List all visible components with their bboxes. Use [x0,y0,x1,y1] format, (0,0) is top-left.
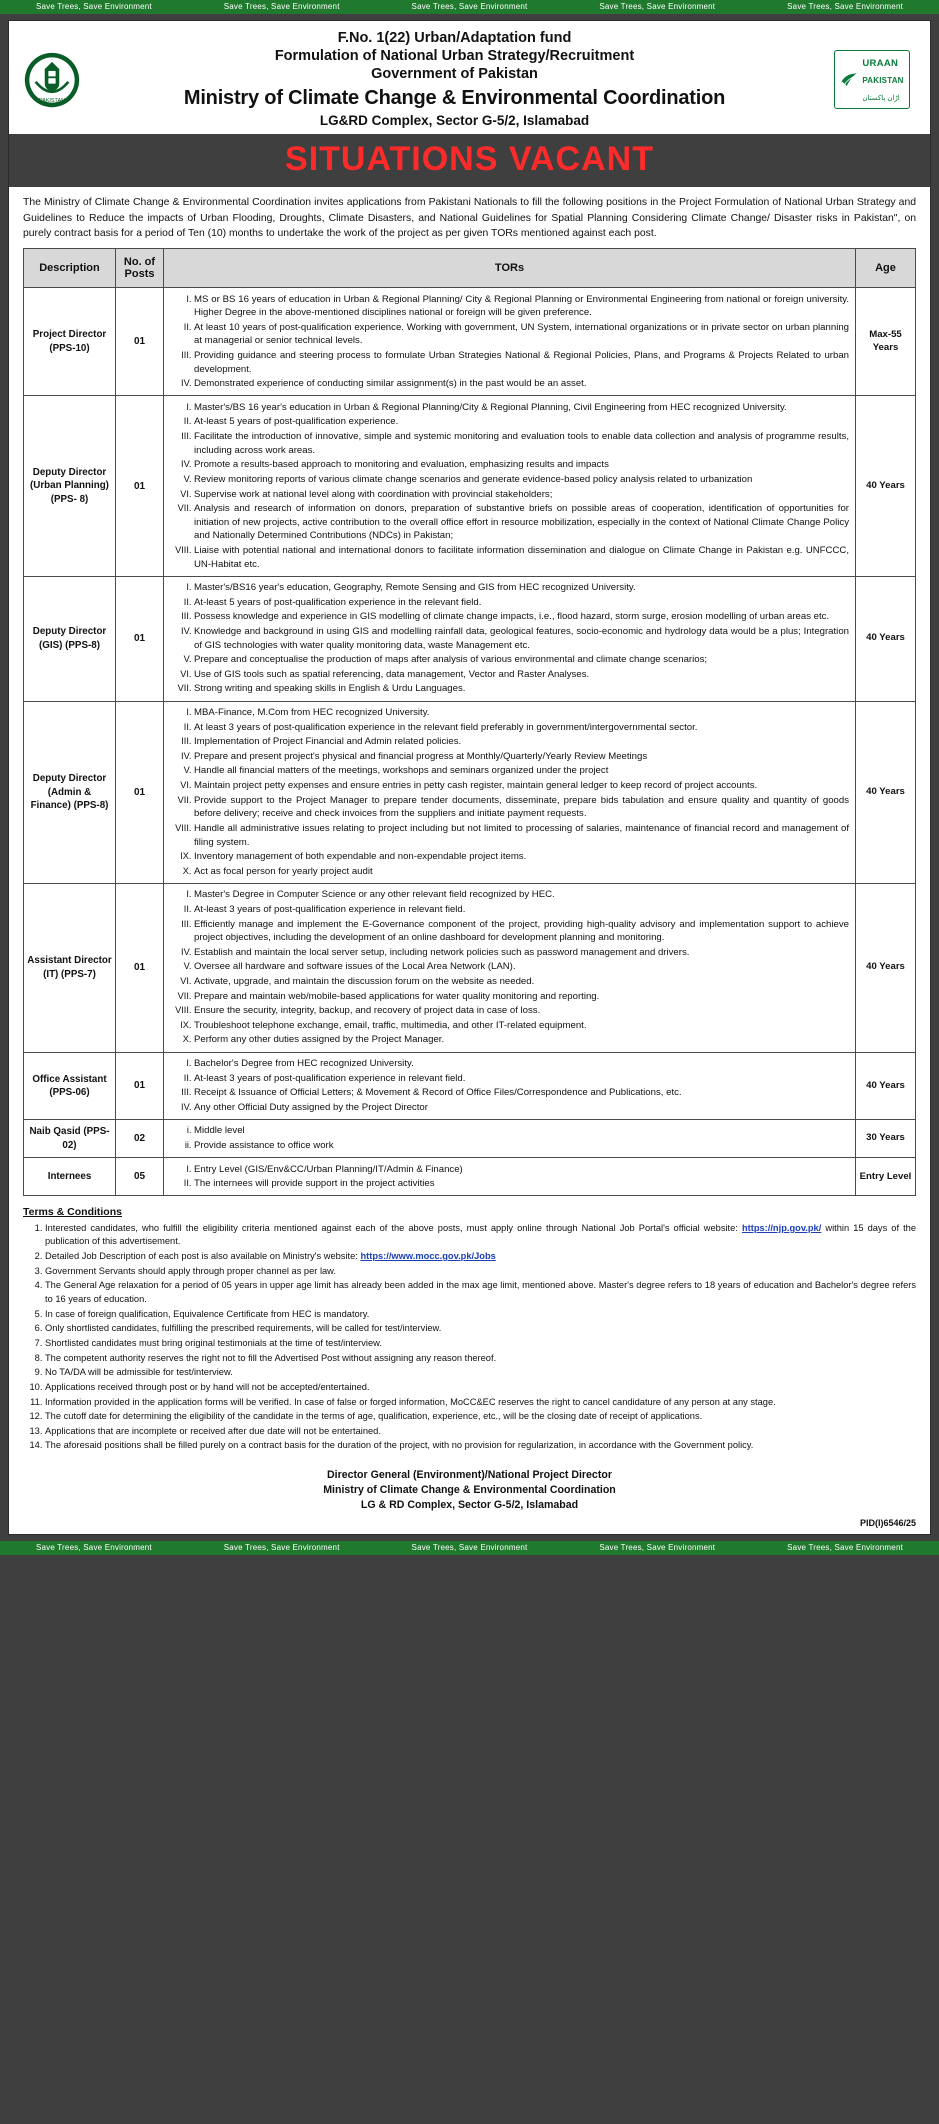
cell-tors [164,576,856,701]
terms-item: 11. Information provided in the application forms will be verified. In case of false or forged information, MoCC&EC reserves the right to cancel candidature of any person at any stage. [45,1395,916,1410]
cell-posts: 01 [116,701,164,883]
terms-list [23,1221,916,1453]
tors-item: IV. Knowledge and background in using GIS and modelling rainfall data, geological features, socio-economic and hydrology data would be a plus; Integration of GIS technologies with water quality monitoring data, waste Management etc. [194,624,849,652]
document-header [9,21,930,134]
cell-age: 40 Years [856,396,916,576]
tors-item: IV. Establish and maintain the local server setup, including network policies such as password management and drivers. [194,945,849,960]
positions-table [23,248,916,1196]
tors-item: III. Implementation of Project Financial and Admin related policies. [194,735,849,750]
table-row [24,396,916,576]
banner-title: SITUATIONS VACANT [285,140,654,179]
external-link[interactable]: https://njp.gov.pk/ [741,1223,822,1234]
table-row [24,1119,916,1157]
tors-item: VIII. Handle all administrative issues relating to project including but not limited to processing of salaries, maintenance of financial record and management of filing system. [194,821,849,849]
ministry-title: Ministry of Climate Change & Environmental Coordination [183,87,726,110]
cell-posts: 01 [116,576,164,701]
uraan-pakistan-logo [826,50,918,108]
tors-item: II. At-least 3 years of post-qualification experience in relevant field. [194,902,849,917]
situations-vacant-banner [9,134,930,187]
cell-description: Internees [24,1158,116,1196]
pid-number: PID(I)6546/25 [859,1517,916,1528]
positions-table-body [24,288,916,1196]
tors-item: III. Receipt & Issuance of Official Letters; & Movement & Record of Office Files/Correspondence and Publications, etc. [194,1086,849,1101]
terms-heading: Terms & Conditions [23,1206,122,1219]
cell-tors [164,1119,856,1157]
ministry-address: LG&RD Complex, Sector G-5/2, Islamabad [319,113,590,129]
cell-posts: 01 [116,396,164,576]
tors-list [168,1162,849,1191]
tors-item: III. Facilitate the introduction of innovative, simple and systemic monitoring and evaluation tools to enable data collection and analysis of programme results, including across work areas. [194,430,849,458]
column-header-tors: TORs [164,249,856,288]
tors-list [168,1124,849,1153]
tors-item: IV. Promote a results-based approach to monitoring and evaluation, emphasizing results and impacts [194,458,849,473]
marquee-text: Save Trees, Save Environment [787,2,904,11]
marquee-text: Save Trees, Save Environment [35,1542,152,1552]
tors-list [168,581,849,697]
terms-item: 14. The aforesaid positions shall be filled purely on a contract basis for the duration of the project, with no provision for regularization, in accordance with the Government policy. [45,1439,916,1454]
tors-item: X. Perform any other duties assigned by the Project Manager. [194,1033,849,1048]
tors-item: VI. Activate, upgrade, and maintain the discussion forum on the website as needed. [194,975,849,990]
signoff-block [9,1462,930,1516]
tors-item: IV. Prepare and present project's physical and financial progress at Monthly/Quarterly/Yearly Review Meetings [194,749,849,764]
table-row [24,701,916,883]
logo-title: URAAN [862,58,899,70]
tors-item: VI. Supervise work at national level along with coordination with provincial stakeholders; [194,487,849,502]
tors-item: VI. Maintain project petty expenses and ensure entries in petty cash register, maintain general ledger to keep record of project accounts. [194,779,849,794]
tors-item: IV. Demonstrated experience of conducting similar assignment(s) in the past would be an asset. [194,377,849,392]
tors-item: I. Master's Degree in Computer Science or any other relevant field recognized by HEC. [194,888,849,903]
cell-age: 40 Years [856,883,916,1052]
terms-item: 5. In case of foreign qualification, Equivalence Certificate from HEC is mandatory. [45,1307,916,1322]
terms-item: 4. The General Age relaxation for a period of 05 years in upper age limit has already been added in the max age limit, mentioned above. Master's degree refers to 18 years of education and Bachelor's degree refers to 16 years of education. [45,1279,916,1307]
tors-item: V. Oversee all hardware and software issues of the Local Area Network (LAN). [194,960,849,975]
terms-item: 2. Detailed Job Description of each post is also available on Ministry's website: https://www.mocc.gov.pk/Jobs [45,1250,916,1265]
terms-item: 6. Only shortlisted candidates, fulfilling the prescribed requirements, will be called for test/interview. [45,1322,916,1337]
tors-list [168,400,849,571]
cell-description: Deputy Director (Urban Planning) (PPS- 8) [24,396,116,576]
column-header-description: Description [24,249,116,288]
intro-paragraph: The Ministry of Climate Change & Environmental Coordination invites applications from Pakistani Nationals to fill the following positions in the Project Formulation of National Urban Strategy and Guidelines to Reduce the impacts of Urban Flooding, Droughts, Climate Disasters, and National Guidelines for Spatial Planning Considering Climate Change/ Disaster risks in Pakistan", on purely contract basis for a period of Ten (10) months to undertake the work of the project as per given TORs mentioned against each post. [23,197,916,240]
terms-item: 3. Government Servants should apply through proper channel as per law. [45,1264,916,1279]
tors-item: III. Providing guidance and steering process to formulate Urban Strategies National & Regional Policies, Plans, and Programs & Projects Related to urban development. [194,349,849,377]
terms-item: 13. Applications that are incomplete or received after due date will not be entertained. [45,1424,916,1439]
external-link[interactable]: https://www.mocc.gov.pk/Jobs [360,1251,496,1262]
tors-item: VIII. Liaise with potential national and international donors to facilitate information dissemination and dialogue on Climate Change in Pakistan e.g. UNFCCC, UN-Habitat etc. [194,543,849,571]
cell-age: Max-55 Years [856,288,916,396]
header-text-block [83,29,826,130]
table-header-row [24,249,916,288]
signoff-ministry: Ministry of Climate Change & Environmental Coordination [323,1483,616,1496]
tors-item: IX. Inventory management of both expendable and non-expendable project items. [194,850,849,865]
tors-item: III. Efficiently manage and implement the E-Governance component of the project, providing high-quality advisory and implementation support to achieve project objectives, including the development of an online dashboard for development planning and monitoring. [194,917,849,945]
cell-age: Entry Level [856,1158,916,1196]
tors-item: I. Master's/BS 16 year's education in Urban & Regional Planning/City & Regional Planning, Civil Engineering from HEC recognized University. [194,400,849,415]
cell-description: Deputy Director (GIS) (PPS-8) [24,576,116,701]
tors-item: ii. Provide assistance to office work [194,1139,849,1154]
document-sheet [8,20,931,1535]
cell-posts: 01 [116,288,164,396]
cell-posts: 02 [116,1119,164,1157]
marquee-text: Save Trees, Save Environment [35,2,152,11]
cell-description: Office Assistant (PPS-06) [24,1052,116,1119]
column-header-posts: No. of Posts [116,249,164,288]
tors-item: V. Review monitoring reports of various climate change scenarios and generate evidence-based policy analysis related to urbanization [194,472,849,487]
cell-tors [164,701,856,883]
svg-text:PAKISTAN: PAKISTAN [38,97,66,104]
tors-item: I. Entry Level (GIS/Env&CC/Urban Planning/IT/Admin & Finance) [194,1162,849,1177]
cell-description: Project Director (PPS-10) [24,288,116,396]
tors-item: II. The internees will provide support in the project activities [194,1177,849,1192]
marquee-text: Save Trees, Save Environment [787,1542,904,1552]
cell-age: 40 Years [856,701,916,883]
tors-item: II. At-least 3 years of post-qualification experience in relevant field. [194,1071,849,1086]
tors-item: III. Possess knowledge and experience in GIS modelling of climate change impacts, i.e., flood hazard, storm surge, erosion modelling of urban areas etc. [194,610,849,625]
cell-description: Assistant Director (IT) (PPS-7) [24,883,116,1052]
pakistan-state-emblem-icon [21,49,83,111]
logo-subtitle: PAKISTAN [862,76,904,86]
cell-tors [164,883,856,1052]
marquee-text: Save Trees, Save Environment [223,2,340,11]
tors-item: IX. Troubleshoot telephone exchange, email, traffic, multimedia, and other IT-related equipment. [194,1018,849,1033]
signoff-designation: Director General (Environment)/National Project Director [327,1468,612,1481]
tors-item: VII. Strong writing and speaking skills in English & Urdu Languages. [194,682,849,697]
terms-item: 7. Shortlisted candidates must bring original testimonials at the time of test/interview. [45,1336,916,1351]
cell-age: 40 Years [856,1052,916,1119]
terms-and-conditions [9,1202,930,1461]
cell-tors [164,396,856,576]
marquee-text: Save Trees, Save Environment [599,1542,716,1552]
tors-item: II. At least 3 years of post-qualification experience in the relevant field preferably in government/intergovernmental sector. [194,720,849,735]
terms-item: 1. Interested candidates, who fulfill the eligibility criteria mentioned against each of the above posts, must apply online through National Job Portal's official website: https://njp.gov.pk/ within 15 days of the publication of this advertisement. [45,1221,916,1249]
tors-item: IV. Any other Official Duty assigned by the Project Director [194,1100,849,1115]
table-row [24,1052,916,1119]
cell-tors [164,1158,856,1196]
tors-item: I. MS or BS 16 years of education in Urban & Regional Planning/ City & Regional Planning or Environmental Engineering from national or foreign university. Higher Degree in the above-mentioned disciplines national or foreign will be given preference. [194,292,849,320]
tors-list [168,706,849,879]
table-row [24,288,916,396]
cell-tors [164,1052,856,1119]
tors-list [168,888,849,1048]
cell-posts: 05 [116,1158,164,1196]
terms-item: 9. No TA/DA will be admissible for test/interview. [45,1366,916,1381]
tors-item: i. Middle level [194,1124,849,1139]
tors-item: I. Bachelor's Degree from HEC recognized University. [194,1057,849,1072]
cell-description: Deputy Director (Admin & Finance) (PPS-8) [24,701,116,883]
tors-list [168,292,849,391]
tors-item: II. At least 10 years of post-qualification experience. Working with government, UN System, international organizations or in private sector on urban planning at managerial or senior technical levels. [194,320,849,348]
tors-item: II. At-least 5 years of post-qualification experience. [194,415,849,430]
table-row [24,576,916,701]
cell-age: 30 Years [856,1119,916,1157]
tors-item: II. At-least 5 years of post-qualification experience in the relevant field. [194,595,849,610]
uraan-pakistan-bird-icon [840,71,858,89]
file-number: F.No. 1(22) Urban/Adaptation fund [337,30,572,46]
tors-item: V. Handle all financial matters of the meetings, workshops and seminars organized under the project [194,764,849,779]
tors-item: X. Act as focal person for yearly project audit [194,864,849,879]
terms-item: 10. Applications received through post or by hand will not be accepted/entertained. [45,1380,916,1395]
tors-item: VII. Provide support to the Project Manager to prepare tender documents, disseminate, prepare bids tabulation and ensure quality and quantity of goods before delivery; receive and check invoices from the suppliers and initiate payment requests. [194,793,849,821]
marquee-top [0,0,939,14]
tors-list [168,1057,849,1115]
tors-item: VIII. Ensure the security, integrity, backup, and recovery of project data in case of loss. [194,1004,849,1019]
cell-posts: 01 [116,1052,164,1119]
tors-item: VI. Use of GIS tools such as spatial referencing, data management, Vector and Raster Analyses. [194,667,849,682]
signoff-address: LG & RD Complex, Sector G-5/2, Islamabad [360,1499,579,1512]
tors-item: VII. Prepare and maintain web/mobile-based applications for water quality monitoring and reporting. [194,989,849,1004]
subject-line: Formulation of National Urban Strategy/Recruitment [274,48,635,65]
tors-item: I. MBA-Finance, M.Com from HEC recognized University. [194,706,849,721]
column-header-age: Age [856,249,916,288]
marquee-text: Save Trees, Save Environment [599,2,716,11]
marquee-text: Save Trees, Save Environment [411,2,528,11]
tors-item: I. Master's/BS16 year's education, Geography, Remote Sensing and GIS from HEC recognized University. [194,581,849,596]
marquee-bottom [0,1541,939,1555]
table-row [24,883,916,1052]
terms-item: 8. The competent authority reserves the right not to fill the Advertised Post without assigning any reason thereof. [45,1351,916,1366]
cell-age: 40 Years [856,576,916,701]
marquee-text: Save Trees, Save Environment [411,1542,528,1552]
marquee-text: Save Trees, Save Environment [223,1542,340,1552]
cell-posts: 01 [116,883,164,1052]
terms-item: 12. The cutoff date for determining the eligibility of the candidate in the terms of age, qualification, experience, etc., will be the closing date of receipt of applications. [45,1410,916,1425]
government-line: Government of Pakistan [371,66,538,83]
tors-item: VII. Analysis and research of information on donors, preparation of substantive briefs on possible areas of cooperation, identification of opportunities for initiation of new projects, active contribution to the overall office effort in resource mobilization, especially in the context of National Climate Change Policy and Nationally Determined Contributions (NDCs) in Pakistan; [194,502,849,544]
cell-tors [164,288,856,396]
tors-item: V. Prepare and conceptualise the production of maps after analysis of various environmental and climate change scenarios; [194,653,849,668]
table-row [24,1158,916,1196]
logo-urdu: اڑان پاکستان [862,95,900,103]
cell-description: Naib Qasid (PPS-02) [24,1119,116,1157]
